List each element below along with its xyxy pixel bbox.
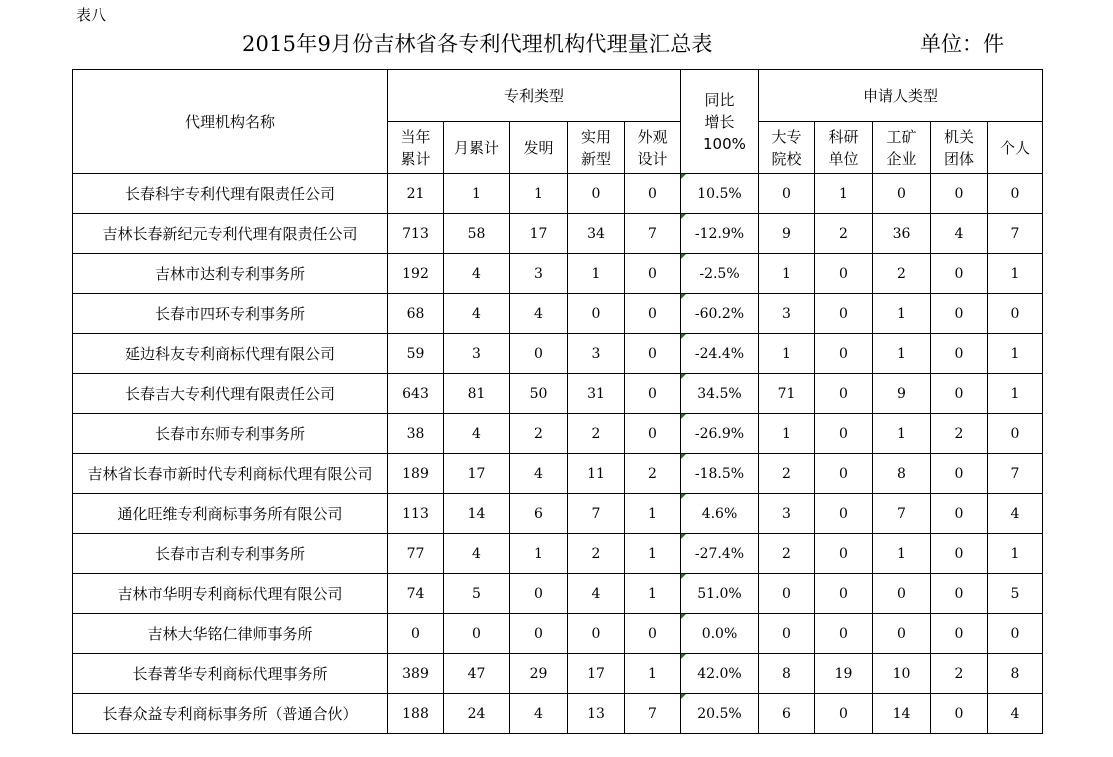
table-row	[73, 334, 1043, 374]
university: 71	[759, 374, 815, 414]
research: 0	[815, 454, 873, 494]
university: 2	[759, 454, 815, 494]
enterprise: 1	[873, 414, 931, 454]
agency-name: 长春市吉利专利事务所	[73, 534, 388, 574]
table-row	[73, 414, 1043, 454]
growth: 10.5%	[681, 174, 759, 214]
utility: 0	[568, 294, 625, 334]
col-group-patent-type: 专利类型	[388, 70, 681, 122]
agency-name: 吉林长春新纪元专利代理有限责任公司	[73, 214, 388, 254]
table-row	[73, 534, 1043, 574]
agency-name: 吉林省长春市新时代专利商标代理有限公司	[73, 454, 388, 494]
utility: 4	[568, 574, 625, 614]
growth: -27.4%	[681, 534, 759, 574]
page-title: 2015年9月份吉林省各专利代理机构代理量汇总表	[242, 32, 713, 56]
invention: 4	[510, 294, 568, 334]
research: 0	[815, 254, 873, 294]
utility: 2	[568, 414, 625, 454]
research: 0	[815, 374, 873, 414]
year-total: 38	[388, 414, 444, 454]
year-total: 192	[388, 254, 444, 294]
individual: 1	[988, 534, 1043, 574]
university: 2	[759, 534, 815, 574]
design: 1	[625, 494, 681, 534]
growth: 4.6%	[681, 494, 759, 534]
col-agency: 代理机构名称	[73, 70, 388, 174]
table-row	[73, 254, 1043, 294]
invention: 0	[510, 574, 568, 614]
month-total: 5	[444, 574, 510, 614]
month-total: 24	[444, 694, 510, 734]
invention: 1	[510, 174, 568, 214]
year-total: 0	[388, 614, 444, 654]
individual: 5	[988, 574, 1043, 614]
year-total: 77	[388, 534, 444, 574]
invention: 4	[510, 694, 568, 734]
government: 2	[931, 654, 988, 694]
university: 1	[759, 414, 815, 454]
university: 1	[759, 334, 815, 374]
utility: 34	[568, 214, 625, 254]
research: 0	[815, 574, 873, 614]
col-year-total-label: 当年累计	[400, 127, 431, 168]
table-row	[73, 174, 1043, 214]
government: 2	[931, 414, 988, 454]
table-row	[73, 374, 1043, 414]
table-row	[73, 574, 1043, 614]
government: 0	[931, 294, 988, 334]
invention: 0	[510, 334, 568, 374]
enterprise: 0	[873, 574, 931, 614]
individual: 0	[988, 294, 1043, 334]
col-utility	[568, 122, 625, 174]
growth: 0.0%	[681, 614, 759, 654]
design: 7	[625, 694, 681, 734]
col-year-total	[388, 122, 444, 174]
year-total: 59	[388, 334, 444, 374]
month-total: 1	[444, 174, 510, 214]
utility: 0	[568, 174, 625, 214]
enterprise: 7	[873, 494, 931, 534]
government: 0	[931, 374, 988, 414]
individual: 0	[988, 174, 1043, 214]
invention: 29	[510, 654, 568, 694]
col-invention: 发明	[510, 122, 568, 174]
design: 0	[625, 254, 681, 294]
agency-name: 通化旺维专利商标事务所有限公司	[73, 494, 388, 534]
enterprise: 9	[873, 374, 931, 414]
government: 0	[931, 454, 988, 494]
agency-name: 吉林市达利专利事务所	[73, 254, 388, 294]
growth: -60.2%	[681, 294, 759, 334]
government: 0	[931, 574, 988, 614]
invention: 3	[510, 254, 568, 294]
col-individual: 个人	[988, 122, 1043, 174]
university: 0	[759, 614, 815, 654]
enterprise: 0	[873, 614, 931, 654]
invention: 4	[510, 454, 568, 494]
year-total: 643	[388, 374, 444, 414]
individual: 4	[988, 494, 1043, 534]
university: 9	[759, 214, 815, 254]
research: 1	[815, 174, 873, 214]
utility: 7	[568, 494, 625, 534]
individual: 8	[988, 654, 1043, 694]
enterprise: 1	[873, 334, 931, 374]
agency-name: 吉林市华明专利商标代理有限公司	[73, 574, 388, 614]
year-total: 68	[388, 294, 444, 334]
individual: 4	[988, 694, 1043, 734]
design: 0	[625, 174, 681, 214]
design: 0	[625, 374, 681, 414]
university: 1	[759, 254, 815, 294]
government: 0	[931, 174, 988, 214]
university: 8	[759, 654, 815, 694]
month-total: 47	[444, 654, 510, 694]
month-total: 0	[444, 614, 510, 654]
agency-name: 长春众益专利商标事务所（普通合伙）	[73, 694, 388, 734]
growth: -18.5%	[681, 454, 759, 494]
design: 2	[625, 454, 681, 494]
table-row	[73, 614, 1043, 654]
government: 0	[931, 334, 988, 374]
table-row	[73, 654, 1043, 694]
agency-name: 长春市四环专利事务所	[73, 294, 388, 334]
design: 0	[625, 414, 681, 454]
research: 0	[815, 334, 873, 374]
research: 0	[815, 294, 873, 334]
month-total: 3	[444, 334, 510, 374]
government: 0	[931, 534, 988, 574]
col-university-label: 大专院校	[771, 127, 802, 168]
col-design-label: 外观设计	[637, 127, 668, 168]
utility: 3	[568, 334, 625, 374]
design: 0	[625, 334, 681, 374]
month-total: 4	[444, 254, 510, 294]
university: 0	[759, 174, 815, 214]
design: 7	[625, 214, 681, 254]
table-row	[73, 494, 1043, 534]
university: 6	[759, 694, 815, 734]
invention: 0	[510, 614, 568, 654]
research: 2	[815, 214, 873, 254]
growth: 51.0%	[681, 574, 759, 614]
enterprise: 8	[873, 454, 931, 494]
enterprise: 2	[873, 254, 931, 294]
individual: 7	[988, 214, 1043, 254]
research: 0	[815, 694, 873, 734]
enterprise: 14	[873, 694, 931, 734]
design: 1	[625, 534, 681, 574]
growth: -2.5%	[681, 254, 759, 294]
design: 0	[625, 614, 681, 654]
research: 0	[815, 614, 873, 654]
year-total: 389	[388, 654, 444, 694]
government: 4	[931, 214, 988, 254]
col-group-applicant-type: 申请人类型	[759, 70, 1043, 122]
col-enterprise	[873, 122, 931, 174]
utility: 31	[568, 374, 625, 414]
table-label: 表八	[76, 6, 107, 24]
agency-name: 长春市东师专利事务所	[73, 414, 388, 454]
enterprise: 0	[873, 174, 931, 214]
university: 0	[759, 574, 815, 614]
utility: 17	[568, 654, 625, 694]
individual: 7	[988, 454, 1043, 494]
individual: 0	[988, 414, 1043, 454]
growth: 34.5%	[681, 374, 759, 414]
research: 0	[815, 494, 873, 534]
enterprise: 1	[873, 294, 931, 334]
month-total: 58	[444, 214, 510, 254]
col-government-label: 机关团体	[943, 127, 974, 168]
month-total: 4	[444, 414, 510, 454]
col-growth-label: 同比增长100%	[703, 90, 746, 153]
invention: 6	[510, 494, 568, 534]
invention: 2	[510, 414, 568, 454]
government: 0	[931, 614, 988, 654]
year-total: 188	[388, 694, 444, 734]
utility: 11	[568, 454, 625, 494]
utility: 2	[568, 534, 625, 574]
research: 19	[815, 654, 873, 694]
col-growth	[681, 70, 759, 174]
growth: -12.9%	[681, 214, 759, 254]
university: 3	[759, 494, 815, 534]
month-total: 14	[444, 494, 510, 534]
growth: -24.4%	[681, 334, 759, 374]
design: 0	[625, 294, 681, 334]
enterprise: 1	[873, 534, 931, 574]
research: 0	[815, 414, 873, 454]
header-row-top	[73, 70, 1043, 122]
year-total: 74	[388, 574, 444, 614]
enterprise: 10	[873, 654, 931, 694]
growth: -26.9%	[681, 414, 759, 454]
month-total: 4	[444, 534, 510, 574]
col-month-total: 月累计	[444, 122, 510, 174]
col-government	[931, 122, 988, 174]
university: 3	[759, 294, 815, 334]
unit-label: 单位：件	[920, 32, 1004, 56]
individual: 1	[988, 374, 1043, 414]
summary-table	[72, 69, 1043, 734]
growth: 20.5%	[681, 694, 759, 734]
agency-name: 吉林大华铭仁律师事务所	[73, 614, 388, 654]
year-total: 21	[388, 174, 444, 214]
individual: 0	[988, 614, 1043, 654]
agency-name: 长春吉大专利代理有限责任公司	[73, 374, 388, 414]
agency-name: 延边科友专利商标代理有限公司	[73, 334, 388, 374]
design: 1	[625, 574, 681, 614]
table-row	[73, 294, 1043, 334]
invention: 50	[510, 374, 568, 414]
month-total: 81	[444, 374, 510, 414]
year-total: 189	[388, 454, 444, 494]
design: 1	[625, 654, 681, 694]
col-university	[759, 122, 815, 174]
col-enterprise-label: 工矿企业	[886, 127, 917, 168]
utility: 0	[568, 614, 625, 654]
col-research	[815, 122, 873, 174]
year-total: 113	[388, 494, 444, 534]
col-design	[625, 122, 681, 174]
month-total: 4	[444, 294, 510, 334]
research: 0	[815, 534, 873, 574]
government: 0	[931, 694, 988, 734]
utility: 1	[568, 254, 625, 294]
col-research-label: 科研单位	[828, 127, 859, 168]
individual: 1	[988, 334, 1043, 374]
month-total: 17	[444, 454, 510, 494]
table-row	[73, 214, 1043, 254]
enterprise: 36	[873, 214, 931, 254]
agency-name: 长春菁华专利商标代理事务所	[73, 654, 388, 694]
government: 0	[931, 494, 988, 534]
table-row	[73, 694, 1043, 734]
year-total: 713	[388, 214, 444, 254]
utility: 13	[568, 694, 625, 734]
growth: 42.0%	[681, 654, 759, 694]
government: 0	[931, 254, 988, 294]
invention: 1	[510, 534, 568, 574]
invention: 17	[510, 214, 568, 254]
col-utility-label: 实用新型	[580, 127, 611, 168]
table-row	[73, 454, 1043, 494]
agency-name: 长春科宇专利代理有限责任公司	[73, 174, 388, 214]
individual: 1	[988, 254, 1043, 294]
